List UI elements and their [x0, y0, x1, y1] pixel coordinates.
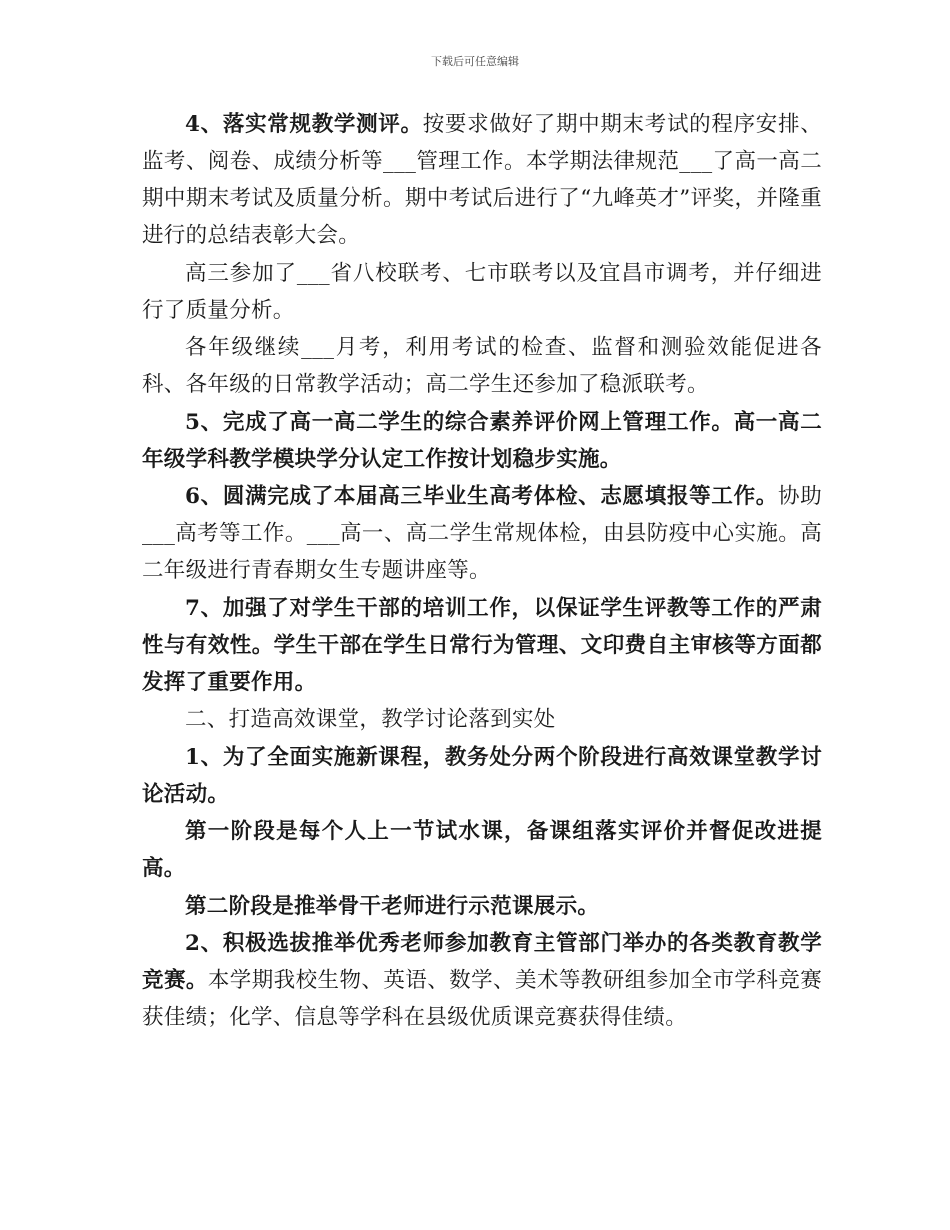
paragraph-4	[142, 404, 822, 478]
paragraph-text: 按要求做好了期中期末考试的程序安排、监考、阅卷、成绩分析等___管理工作。本学期法律规范___了高一高二期中期末考试及质量分析。期中考试后进行了“九峰英才”评奖，并隆重进行的总结表彰大会。	[142, 112, 822, 248]
document-body	[142, 106, 822, 1037]
paragraph-11	[142, 925, 822, 1036]
paragraph-text: 二、打造高效课堂，教学讨论落到实处	[185, 707, 556, 732]
paragraph-5	[142, 478, 822, 589]
paragraph-heading: 第一阶段是每个人上一节试水课，备课组落实评价并督促改进提高。	[142, 819, 822, 881]
paragraph-6	[142, 590, 822, 701]
paragraph-text: 各年级继续___月考，利用考试的检查、监督和测验效能促进各科、各年级的日常教学活动；高二学生还参加了稳派联考。	[142, 335, 822, 397]
paragraph-text: 本学期我校生物、英语、数学、美术等教研组参加全市学科竞赛获佳绩；化学、信息等学科在县级优质课竞赛获得佳绩。	[142, 968, 822, 1030]
paragraph-1	[142, 106, 822, 254]
section-heading	[142, 701, 822, 738]
paragraph-heading: 5、完成了高一高二学生的综合素养评价网上管理工作。高一高二年级学科教学模块学分认定工作按计划稳步实施。	[142, 409, 822, 472]
paragraph-9	[142, 813, 822, 887]
paragraph-heading: 第二阶段是推举骨干老师进行示范课展示。	[185, 893, 600, 919]
paragraph-text: 协助___高考等工作。___高一、高二学生常规体检，由县防疫中心实施。高二年级进行青春期女生专题讲座等。	[142, 484, 823, 583]
paragraph-10	[142, 888, 822, 925]
paragraph-heading: 7、加强了对学生干部的培训工作，以保证学生评教等工作的严肃性与有效性。学生干部在学生日常行为管理、文印费自主审核等方面都发挥了重要作用。	[142, 595, 822, 695]
paragraph-heading: 4、落实常规教学测评。	[185, 112, 423, 137]
paragraph-2	[142, 255, 822, 329]
paragraph-text: 高三参加了___省八校联考、七市联考以及宜昌市调考，并仔细进行了质量分析。	[142, 260, 822, 323]
paragraph-heading: 6、圆满完成了本届高三毕业生高考体检、志愿填报等工作。	[185, 484, 778, 509]
paragraph-heading: 2、积极选拔推举优秀老师参加教育主管部门举办的各类教育教学竞赛。	[142, 931, 822, 993]
paragraph-8	[142, 739, 822, 813]
paragraph-3	[142, 329, 822, 403]
paragraph-heading: 1、为了全面实施新课程，教务处分两个阶段进行高效课堂教学讨论活动。	[142, 744, 822, 807]
page-header: 下载后可任意编辑	[431, 55, 519, 68]
